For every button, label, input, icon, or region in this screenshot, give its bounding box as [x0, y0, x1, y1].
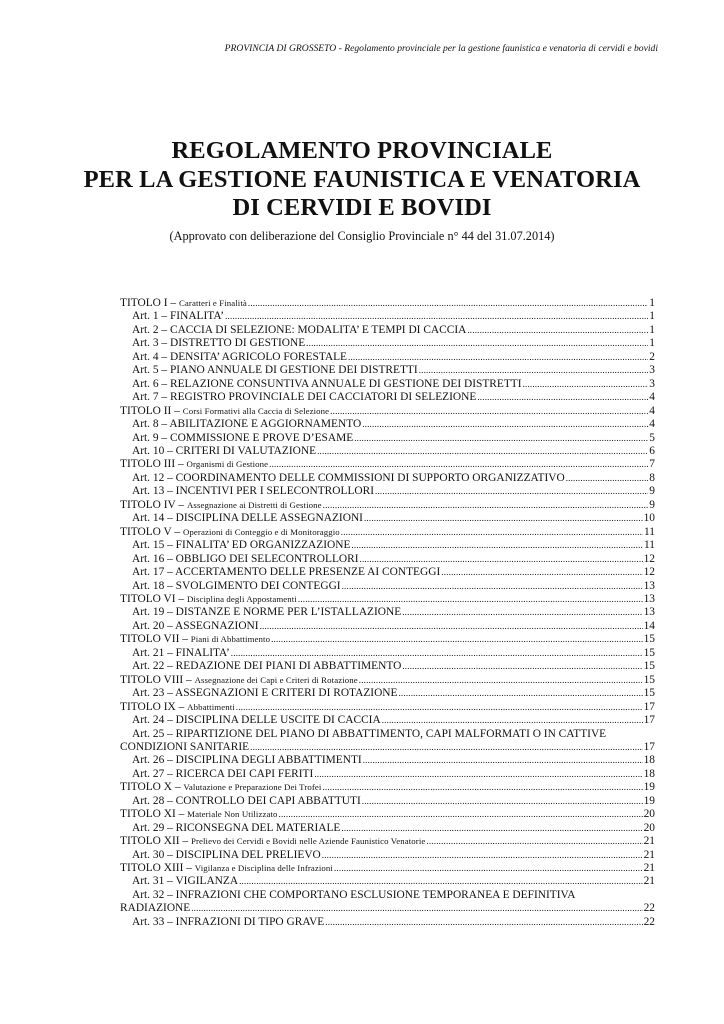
toc-art-2[interactable]: Art. 2 – CACCIA DI SELEZIONE: MODALITA’ E TEMPI DI CACCIA ..... 1 — [120, 324, 655, 337]
toc-title-9[interactable]: TITOLO IX – Abbattimenti ..... 17 — [120, 701, 655, 714]
toc-title-6[interactable]: TITOLO VI – Disciplina degli Appostamenti ..... 13 — [120, 593, 655, 606]
toc-art-26[interactable]: Art. 26 – DISCIPLINA DEGLI ABBATTIMENTI ..... 18 — [120, 754, 655, 767]
approval-note: (Approvato con deliberazione del Consiglio Provinciale n° 44 del 31.07.2014) — [169, 228, 555, 243]
toc-art-15[interactable]: Art. 15 – FINALITA’ ED ORGANIZZAZIONE ..... 11 — [120, 539, 655, 552]
toc-title-7[interactable]: TITOLO VII – Piani di Abbattimento ..... 15 — [120, 633, 655, 646]
toc-art-8[interactable]: Art. 8 – ABILITAZIONE E AGGIORNAMENTO ..... 4 — [120, 418, 655, 431]
toc-art-32-line-1[interactable]: Art. 32 – INFRAZIONI CHE COMPORTANO ESCLUSIONE TEMPORANEA E DEFINITIVA — [132, 888, 576, 901]
toc-art-25[interactable]: CONDIZIONI SANITARIE ..... 17 — [120, 741, 655, 754]
toc-art-10[interactable]: Art. 10 – CRITERI DI VALUTAZIONE ..... 6 — [120, 445, 655, 458]
toc-title-3[interactable]: TITOLO III – Organismi di Gestione ..... 7 — [120, 458, 655, 471]
toc-art-21[interactable]: Art. 21 – FINALITA’ ..... 15 — [120, 647, 655, 660]
toc-art-19[interactable]: Art. 19 – DISTANZE E NORME PER L’ISTALLAZIONE ..... 13 — [120, 606, 655, 619]
toc-art-24[interactable]: Art. 24 – DISCIPLINA DELLE USCITE DI CACCIA ..... 17 — [120, 714, 655, 727]
toc-art-32[interactable]: RADIAZIONE ..... 22 — [120, 902, 655, 915]
toc-art-1[interactable]: Art. 1 – FINALITA’ ..... 1 — [120, 310, 655, 323]
title-line-3: DI CERVIDI E BOVIDI — [232, 194, 492, 221]
toc-art-33[interactable]: Art. 33 – INFRAZIONI DI TIPO GRAVE ..... 22 — [120, 916, 655, 929]
toc-title-13[interactable]: TITOLO XIII – Vigilanza e Disciplina delle Infrazioni ..... 21 — [120, 862, 655, 875]
toc-title-12[interactable]: TITOLO XII – Prelievo dei Cervidi e Bovidi nelle Aziende Faunistico Venatorie ..... 21 — [120, 835, 655, 848]
toc-art-5[interactable]: Art. 5 – PIANO ANNUALE DI GESTIONE DEI DISTRETTI ..... 3 — [120, 364, 655, 377]
toc-title-8[interactable]: TITOLO VIII – Assegnazione dei Capi e Criteri di Rotazione ..... 15 — [120, 674, 655, 687]
toc-art-28[interactable]: Art. 28 – CONTROLLO DEI CAPI ABBATTUTI ..... 19 — [120, 795, 655, 808]
toc-title-10[interactable]: TITOLO X – Valutazione e Preparazione Dei Trofei ..... 19 — [120, 781, 655, 794]
toc-title-4[interactable]: TITOLO IV – Assegnazione ai Distretti di Gestione ..... 9 — [120, 499, 655, 512]
toc-art-29[interactable]: Art. 29 – RICONSEGNA DEL MATERIALE ..... 20 — [120, 822, 655, 835]
toc-art-12[interactable]: Art. 12 – COORDINAMENTO DELLE COMMISSIONI DI SUPPORTO ORGANIZZATIVO ..... 8 — [120, 472, 655, 485]
toc-title-11[interactable]: TITOLO XI – Materiale Non Utilizzato ..... 20 — [120, 808, 655, 821]
toc-art-9[interactable]: Art. 9 – COMMISSIONE E PROVE D’ESAME ..... 5 — [120, 432, 655, 445]
toc-art-27[interactable]: Art. 27 – RICERCA DEI CAPI FERITI ..... 18 — [120, 768, 655, 781]
table-of-contents — [120, 297, 655, 929]
toc-art-14[interactable]: Art. 14 – DISCIPLINA DELLE ASSEGNAZIONI ..... 10 — [120, 512, 655, 525]
toc-art-25-line-1[interactable]: Art. 25 – RIPARTIZIONE DEL PIANO DI ABBATTIMENTO, CAPI MALFORMATI O IN CATTIVE — [132, 727, 607, 740]
toc-art-31[interactable]: Art. 31 – VIGILANZA ..... 21 — [120, 875, 655, 888]
toc-art-6[interactable]: Art. 6 – RELAZIONE CONSUNTIVA ANNUALE DI GESTIONE DEI DISTRETTI ..... 3 — [120, 378, 655, 391]
toc-art-4[interactable]: Art. 4 – DENSITA’ AGRICOLO FORESTALE ..... 2 — [120, 351, 655, 364]
toc-art-22[interactable]: Art. 22 – REDAZIONE DEI PIANI DI ABBATTIMENTO ..... 15 — [120, 660, 655, 673]
toc-art-23[interactable]: Art. 23 – ASSEGNAZIONI E CRITERI DI ROTAZIONE ..... 15 — [120, 687, 655, 700]
toc-art-17[interactable]: Art. 17 – ACCERTAMENTO DELLE PRESENZE AI CONTEGGI ..... 12 — [120, 566, 655, 579]
toc-art-16[interactable]: Art. 16 – OBBLIGO DEI SELECONTROLLORI ..... 12 — [120, 553, 655, 566]
running-header: PROVINCIA DI GROSSETO - Regolamento provinciale per la gestione faunistica e venatoria di cervidi e bovidi — [224, 43, 658, 54]
toc-art-7[interactable]: Art. 7 – REGISTRO PROVINCIALE DEI CACCIATORI DI SELEZIONE ..... 4 — [120, 391, 655, 404]
title-line-1: REGOLAMENTO PROVINCIALE — [171, 137, 553, 164]
title-line-2: PER LA GESTIONE FAUNISTICA E VENATORIA — [83, 165, 641, 193]
toc-title-2[interactable]: TITOLO II – Corsi Formativi alla Caccia di Selezione ..... 4 — [120, 405, 655, 418]
toc-art-3[interactable]: Art. 3 – DISTRETTO DI GESTIONE ..... 1 — [120, 337, 655, 350]
toc-title-1[interactable]: TITOLO I – Caratteri e Finalità ..... 1 — [120, 297, 655, 310]
document-title — [0, 137, 724, 244]
toc-art-18[interactable]: Art. 18 – SVOLGIMENTO DEI CONTEGGI ..... 13 — [120, 580, 655, 593]
toc-art-30[interactable]: Art. 30 – DISCIPLINA DEL PRELIEVO ..... 21 — [120, 849, 655, 862]
toc-title-5[interactable]: TITOLO V – Operazioni di Conteggio e di Monitoraggio ..... 11 — [120, 526, 655, 539]
toc-art-20[interactable]: Art. 20 – ASSEGNAZIONI ..... 14 — [120, 620, 655, 633]
toc-art-13[interactable]: Art. 13 – INCENTIVI PER I SELECONTROLLORI ..... 9 — [120, 485, 655, 498]
